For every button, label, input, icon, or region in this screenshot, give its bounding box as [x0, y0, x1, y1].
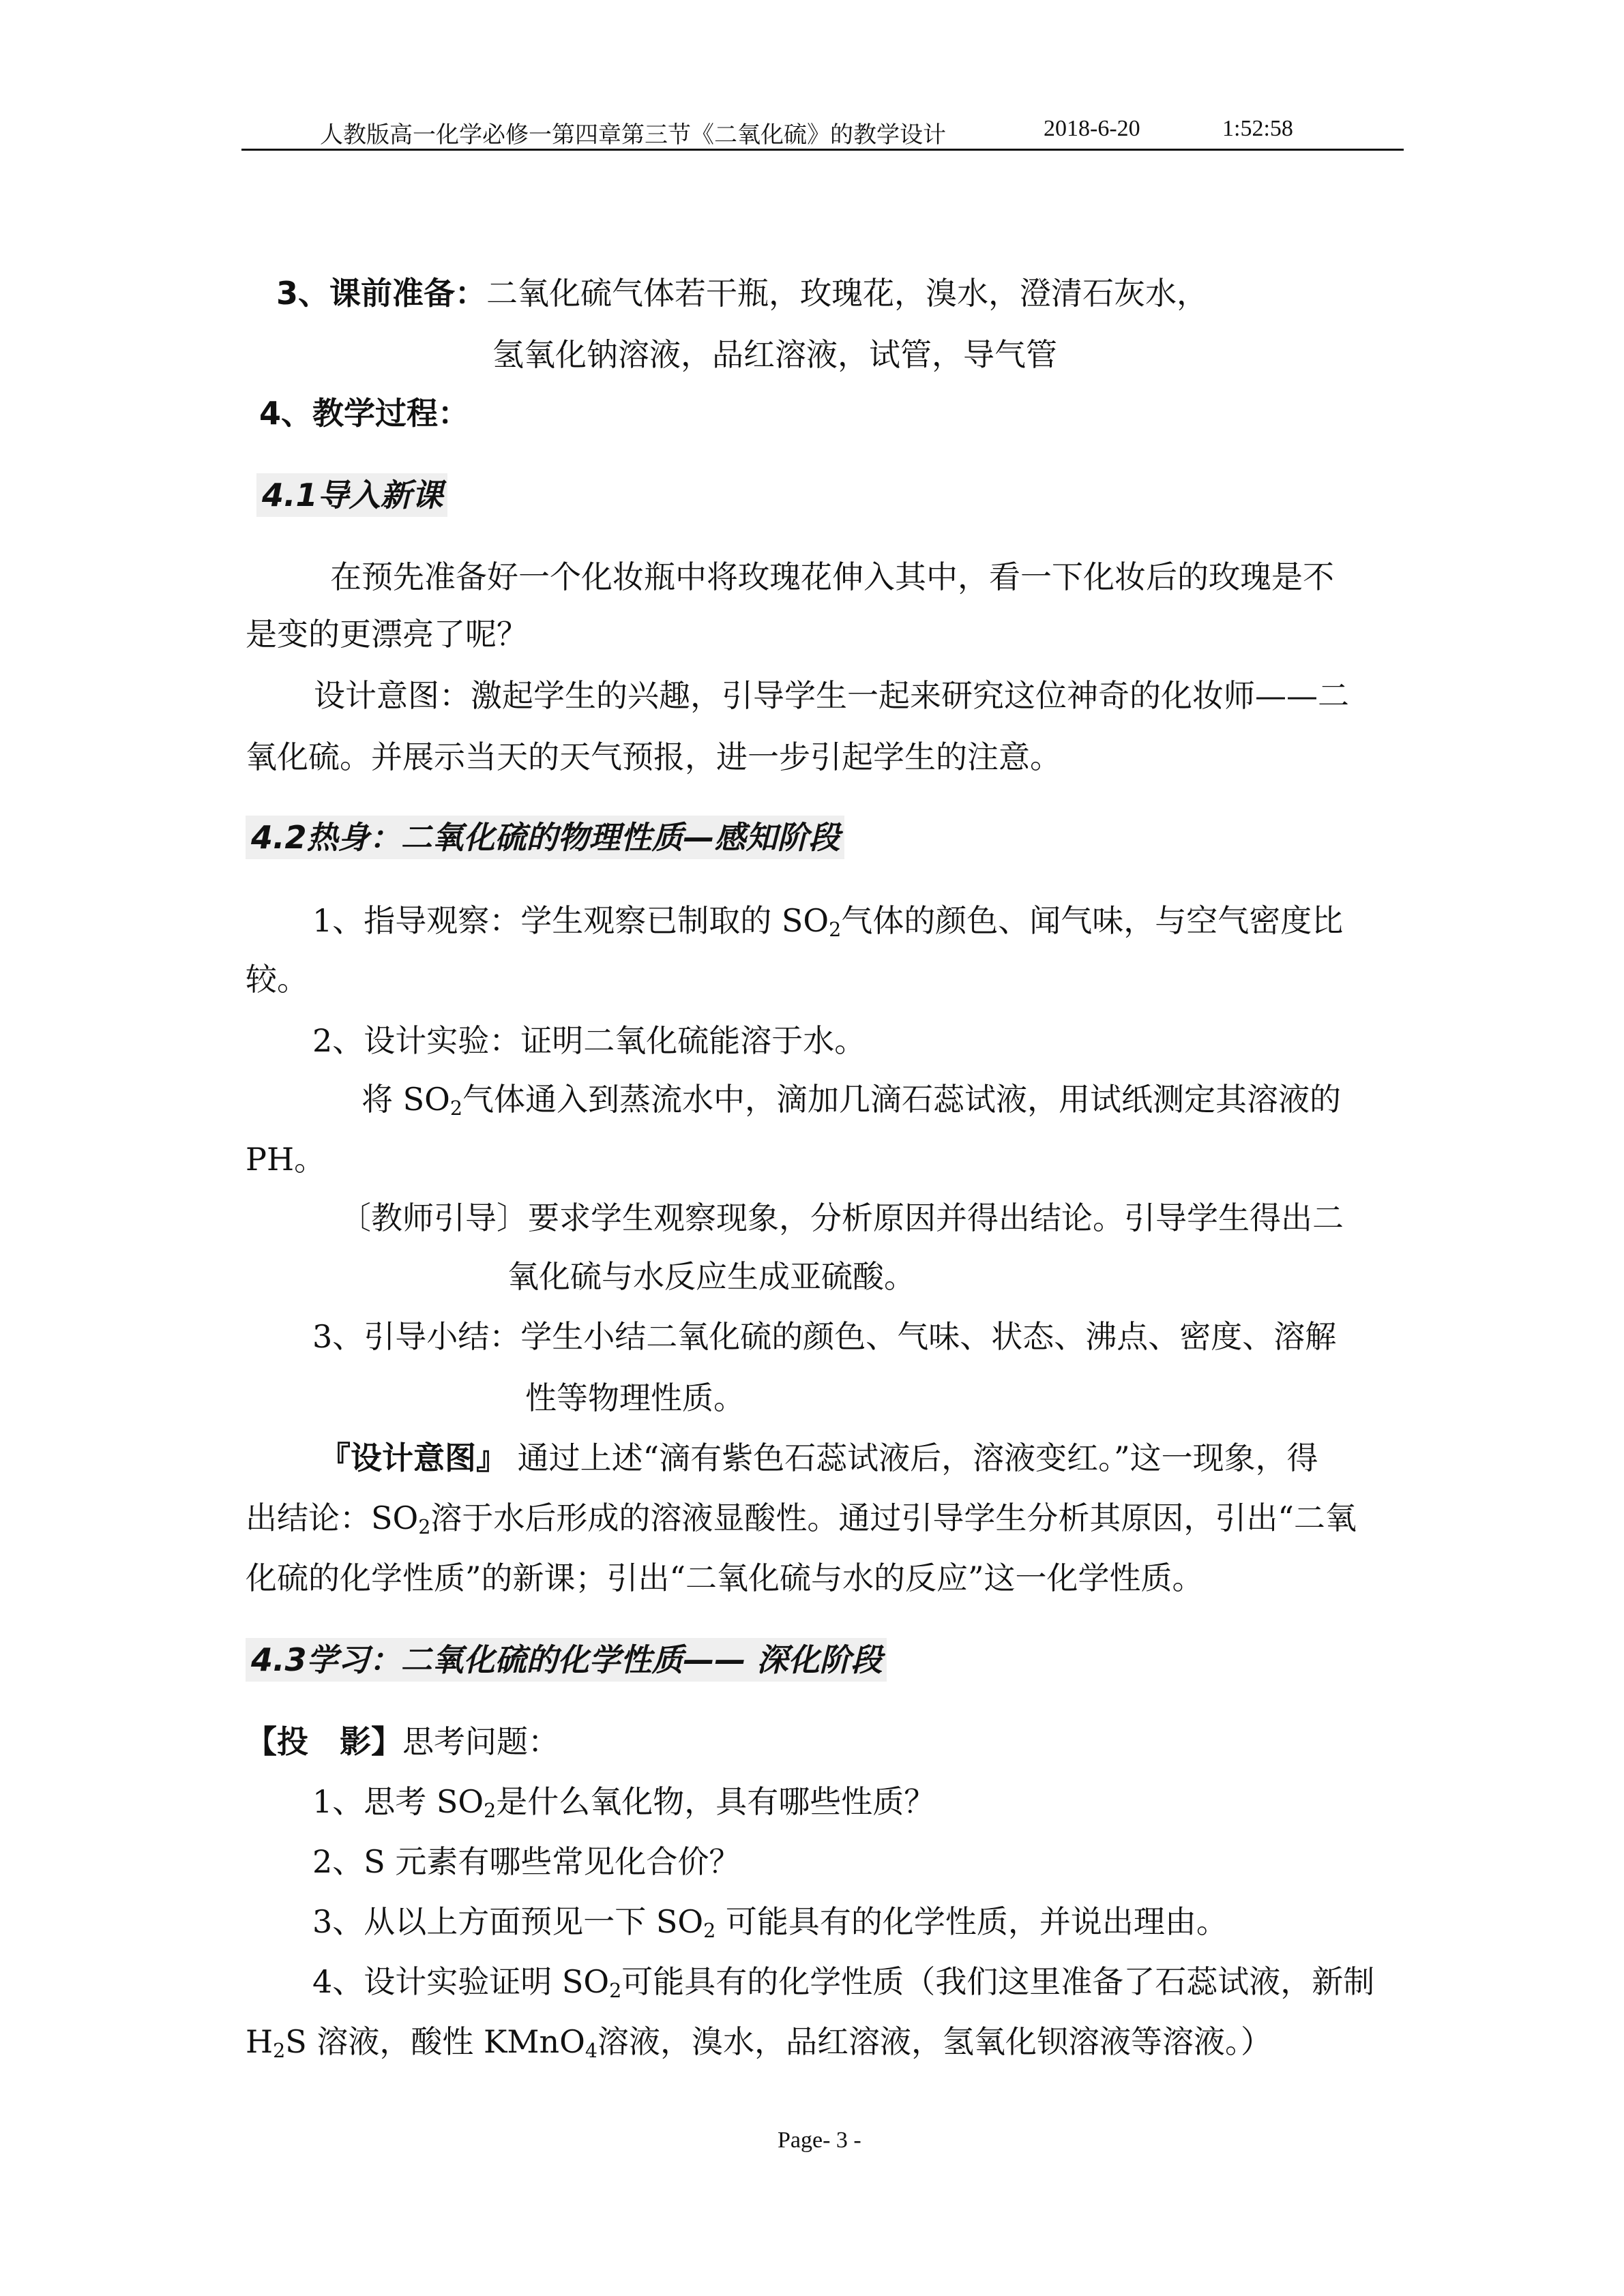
s42-intent-line1: [319, 1437, 1318, 1478]
s43-projection-line: [246, 1721, 559, 1762]
q4-l2-text-b: S 溶液，酸性 KMnO: [285, 2023, 585, 2060]
q4-l2-sub-1: 2: [273, 2040, 286, 2063]
prep-label: 3、课前准备：: [276, 275, 487, 312]
q4-l2-text-a: H: [246, 2023, 274, 2060]
prep-line-2: 氢氧化钠溶液，品红溶液，试管，导气管: [492, 336, 1057, 373]
s42-guide-line2: 氧化硫与水反应生成亚硫酸。: [507, 1258, 915, 1295]
q1-text-b: 是什么氧化物，具有哪些性质？: [496, 1783, 936, 1820]
page-number: Page- 3 -: [778, 2128, 861, 2153]
s42-intent-line3: 化硫的化学性质”的新课；引出“二氧化硫与水的反应”这一化学性质。: [246, 1560, 1204, 1596]
q4-l2-sub-2: 4: [585, 2040, 597, 2063]
section-4-2-heading: 4.2热身：二氧化硫的物理性质—感知阶段: [246, 816, 844, 859]
s42-intent-text-2b: 溶于水后形成的溶液显酸性。通过引导学生分析其原因，引出“二氧: [430, 1500, 1357, 1536]
header-time: 1:52:58: [1222, 116, 1293, 141]
s43-question-3: [312, 1901, 1228, 1942]
s42-item1-line2: 较。: [246, 961, 308, 998]
s42-item1-line1: [312, 900, 1343, 941]
q3-text-a: 3、从以上方面预见一下 SO: [312, 1903, 704, 1940]
s42-item2b-line2: PH。: [246, 1141, 326, 1178]
s43-question-1: [312, 1781, 935, 1822]
s43-question-2: 2、S 元素有哪些常见化合价？: [312, 1843, 741, 1880]
process-heading: 4、教学过程：: [259, 395, 470, 432]
s42-item1-text-a: 1、指导观察：学生观察已制取的 SO: [312, 902, 829, 939]
q1-text-a: 1、思考 SO: [312, 1783, 484, 1820]
s41-para1-line1: 在预先准备好一个化妆瓶中将玫瑰花伸入其中，看一下化妆后的玫瑰是不: [330, 558, 1334, 595]
header-title: 人教版高一化学必修一第四章第三节《二氧化硫》的教学设计: [320, 121, 946, 149]
s42-item1-text-b: 气体的颜色、闻气味，与空气密度比: [841, 902, 1344, 939]
s42-item2: 2、设计实验：证明二氧化硫能溶于水。: [312, 1022, 866, 1059]
s42-intent-line2: [246, 1497, 1357, 1538]
section-4-3-heading: 4.3学习：二氧化硫的化学性质—— 深化阶段: [246, 1638, 887, 1682]
q4-text-b: 可能具有的化学性质（我们这里准备了石蕊试液，新制: [621, 1963, 1375, 2000]
s42-intent-sub: 2: [418, 1516, 431, 1539]
prep-text-1: 二氧化硫气体若干瓶，玫瑰花，溴水，澄清石灰水，: [486, 275, 1209, 312]
design-intent-label: 『设计意图』: [319, 1440, 507, 1476]
section-4-1-heading: 4.1导入新课: [256, 473, 447, 517]
q3-sub: 2: [703, 1920, 716, 1943]
q1-sub: 2: [484, 1800, 497, 1823]
s41-para1-line2: 是变的更漂亮了呢？: [246, 616, 528, 653]
q4-text-a: 4、设计实验证明 SO: [312, 1963, 610, 2000]
s42-intent-text-2a: 出结论：SO: [246, 1500, 419, 1536]
s42-item3-line1: 3、引导小结：学生小结二氧化硫的颜色、气味、状态、沸点、密度、溶解: [312, 1318, 1337, 1355]
s42-item2b-line1: [361, 1079, 1341, 1120]
header-date: 2018-6-20: [1044, 116, 1140, 141]
s42-item1-sub: 2: [829, 919, 842, 942]
s42-item2b-text-a: 将 SO: [361, 1081, 450, 1118]
q4-l2-text-c: 溶液，溴水，品红溶液，氢氧化钡溶液等溶液。）: [597, 2023, 1272, 2060]
projection-label: 【投 影】: [246, 1723, 402, 1760]
s43-question-4-line1: [312, 1961, 1374, 2002]
q3-text-b: 可能具有的化学性质，并说出理由。: [715, 1903, 1228, 1940]
s42-intent-text-1: 通过上述“滴有紫色石蕊试液后，溶液变红。”这一现象，得: [517, 1440, 1318, 1476]
s43-question-4-line2: [246, 2021, 1272, 2062]
s42-item3-line2: 性等物理性质。: [525, 1380, 745, 1416]
s41-para2-line1: 设计意图：激起学生的兴趣，引导学生一起来研究这位神奇的化妆师——二: [314, 677, 1349, 714]
projection-text: 思考问题：: [402, 1723, 559, 1760]
page-header: [241, 115, 1404, 151]
s42-guide-line1: 〔教师引导〕要求学生观察现象，分析原因并得出结论。引导学生得出二: [340, 1199, 1344, 1236]
prep-line-1: [276, 273, 1208, 314]
s42-item2b-text-b: 气体通入到蒸流水中，滴加几滴石蕊试液，用试纸测定其溶液的: [462, 1081, 1342, 1118]
s41-para2-line2: 氧化硫。并展示当天的天气预报，进一步引起学生的注意。: [246, 739, 1061, 775]
q4-sub: 2: [609, 1980, 622, 2003]
s42-item2b-sub: 2: [449, 1097, 463, 1120]
